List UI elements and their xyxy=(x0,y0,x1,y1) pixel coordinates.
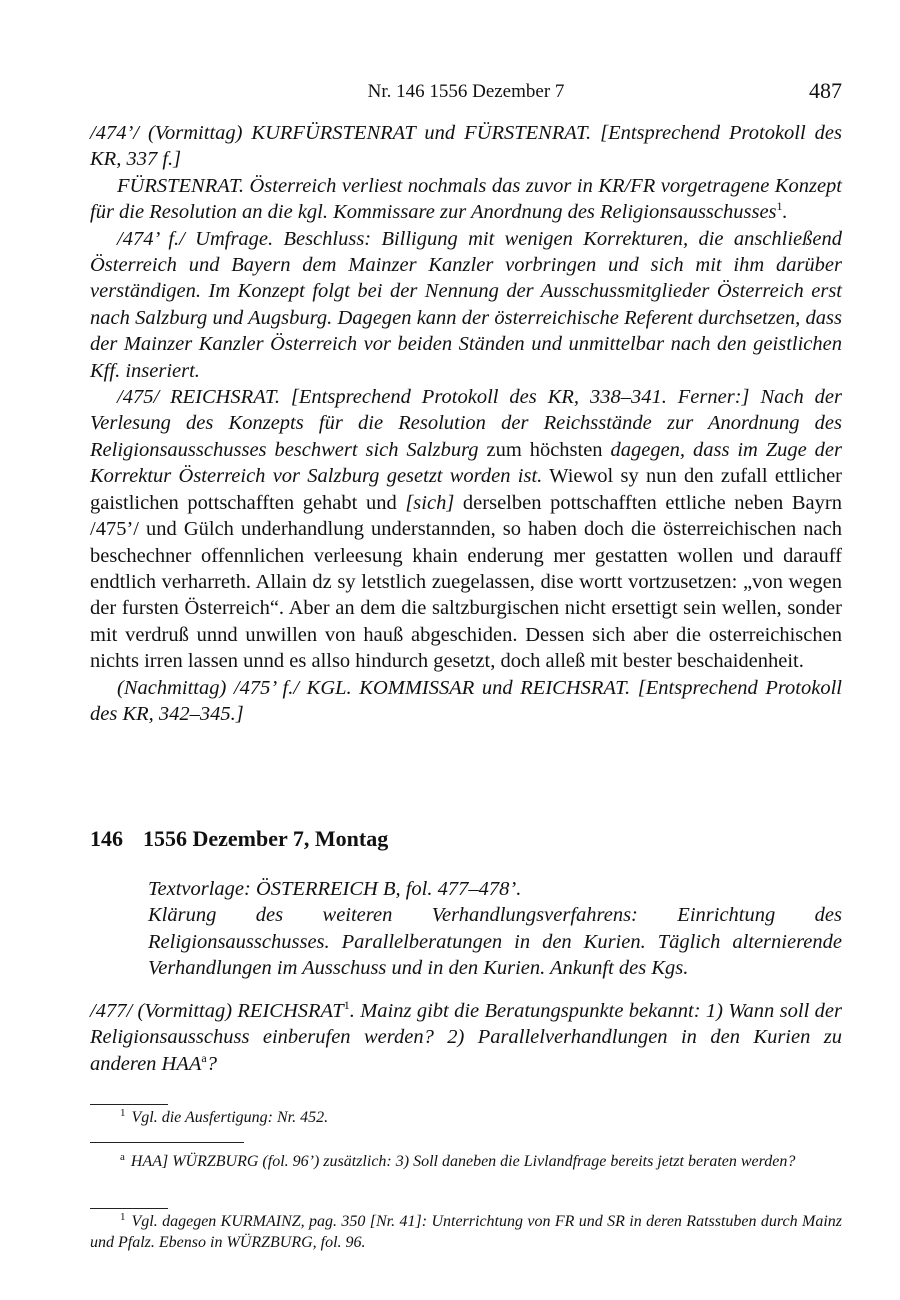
footnote-rule xyxy=(90,1208,168,1209)
running-head xyxy=(90,78,842,108)
footnote-text: Vgl. dagegen KURMAINZ, pag. 350 [Nr. 41]: Unterrichtung von FR und SR in deren Ratsstuben durch Mainz und Pfalz. Ebenso in WÜRZBURG, fol. 96. xyxy=(90,1213,842,1251)
paragraph-text: /474’ f./ Umfrage. Beschluss: Billigung mit wenigen Korrekturen, die anschließend Österreich und Bayern dem Mainzer Kanzler vorbringen und sich mit ihm darüber verständigen. Im Konzept folgt bei der Nennung der Ausschussmitglieder Österreich erst nach Salzburg und Augsburg. Dagegen kann der österreichische Referent durchsetzen, dass der Mainzer Kanzler Österreich vor beiden Ständen und unmittelbar nach den geistlichen Kff. inseriert. xyxy=(90,227,842,382)
summary: Klärung des weiteren Verhandlungsverfahrens: Einrichtung des Religionsausschusses. Parallelberatungen in den Kurien. Täglich alternierende Verhandlungen im Ausschuss und in den Kurien. Ankunft des Kgs. xyxy=(148,904,842,980)
entry-text: . Mainz gibt die Beratungspunkte bekannt: 1) Wann soll der Religionsausschuss einberufen werden? 2) Parallelverhandlungen in den Kurien zu anderen HAA xyxy=(90,1000,842,1075)
paragraph-reichsrat xyxy=(90,384,842,674)
paragraph-text: dagegen, dass im Zuge der Korrektur Österreich vor Salzburg gesetzt worden ist. xyxy=(90,438,843,488)
footnote-a xyxy=(90,1151,842,1172)
footnote-mark: 1 xyxy=(120,1106,126,1119)
footnote-ref[interactable]: 1 xyxy=(776,199,783,214)
paragraph-fuerstenrat xyxy=(90,173,842,226)
paragraph-kfr-fr xyxy=(90,120,842,173)
document-number: 146 xyxy=(90,826,123,851)
entry-text: /477/ (Vormittag) REICHSRAT xyxy=(90,1000,344,1022)
entry-block xyxy=(90,998,842,1077)
entry-text: ? xyxy=(206,1052,217,1075)
footnote-1 xyxy=(90,1107,842,1128)
paragraph-text: . xyxy=(782,201,788,224)
footnote-text: Vgl. die Ausfertigung: Nr. 452. xyxy=(131,1109,329,1126)
paragraph-text: /474’/ (Vormittag) KURFÜRSTENRAT und FÜRSTENRAT. [Entsprechend Protokoll des KR, 337 f.] xyxy=(90,122,842,171)
entry-paragraph xyxy=(90,998,842,1077)
source-line: Textvorlage: ÖSTERREICH B, fol. 477–478’. xyxy=(148,878,522,900)
quote-text: derselben pottschafften ettliche neben Bayrn /475’/ und Gülch underhandlung understannden, so haben doch die österreichischen nach beschechner offennlichen verleesung khain enderung mer gestatten wollen und darauff endtlich verharreth. Allain dz sy letstlich zuegelassen, dise wortt vortzusetzen: „von wegen der fursten Österreich“. Aber an dem die saltzburgischen nicht ersettigt sein wellen, sonder mit verdruß unnd unwillen von hauß abgeschiden. Dessen sich aber die osterreichischen nichts irren lassen unnd es allso hindurch gesetzt, doch alleß mit bester beschaidenheit. xyxy=(90,491,842,673)
document-heading xyxy=(90,826,388,852)
footnote-rule xyxy=(90,1142,244,1143)
source-block xyxy=(148,876,842,982)
paragraph-text: FÜRSTENRAT. Österreich verliest nochmals das zuvor in KR/FR vorgetragene Konzept für die Resolution an die kgl. Kommissare zur Anordnung des Religionsausschusses xyxy=(90,174,842,224)
document-title: 1556 Dezember 7, Montag xyxy=(143,826,389,851)
page-number: 487 xyxy=(809,78,842,103)
editorial-insert: [sich] xyxy=(405,491,455,514)
quote-text: zum höchsten xyxy=(478,438,611,461)
footnote-rule xyxy=(90,1104,168,1105)
running-head-title: Nr. 146 1556 Dezember 7 xyxy=(367,81,565,102)
footnote-mark: 1 xyxy=(120,1210,126,1223)
quote-text: Wiewol sy nun den zufall ettlicher gaistlichen pottschafften gehabt und xyxy=(90,465,842,514)
variant-note-ref[interactable]: a xyxy=(201,1050,207,1065)
paragraph-nachmittag xyxy=(90,675,842,728)
footnote-mark: a xyxy=(120,1150,125,1163)
paragraph-umfrage xyxy=(90,226,842,384)
footnote-text: HAA] WÜRZBURG (fol. 96’) zusätzlich: 3) Soll daneben die Livlandfrage bereits jetzt beraten werden? xyxy=(130,1153,796,1170)
paragraph-text: /475/ REICHSRAT. [Entsprechend Protokoll des KR, 338–341. Ferner:] Nach der Verlesung des Konzepts für die Resolution der Reichsstände zur Anordnung des Religionsausschusses beschwert sich Salzburg xyxy=(90,386,842,461)
footnote-ref[interactable]: 1 xyxy=(343,998,350,1013)
footnote-2 xyxy=(90,1211,842,1253)
main-text xyxy=(90,120,842,727)
paragraph-text: (Nachmittag) /475’ f./ KGL. KOMMISSAR und REICHSRAT. [Entsprechend Protokoll des KR, 342–345.] xyxy=(90,676,842,725)
